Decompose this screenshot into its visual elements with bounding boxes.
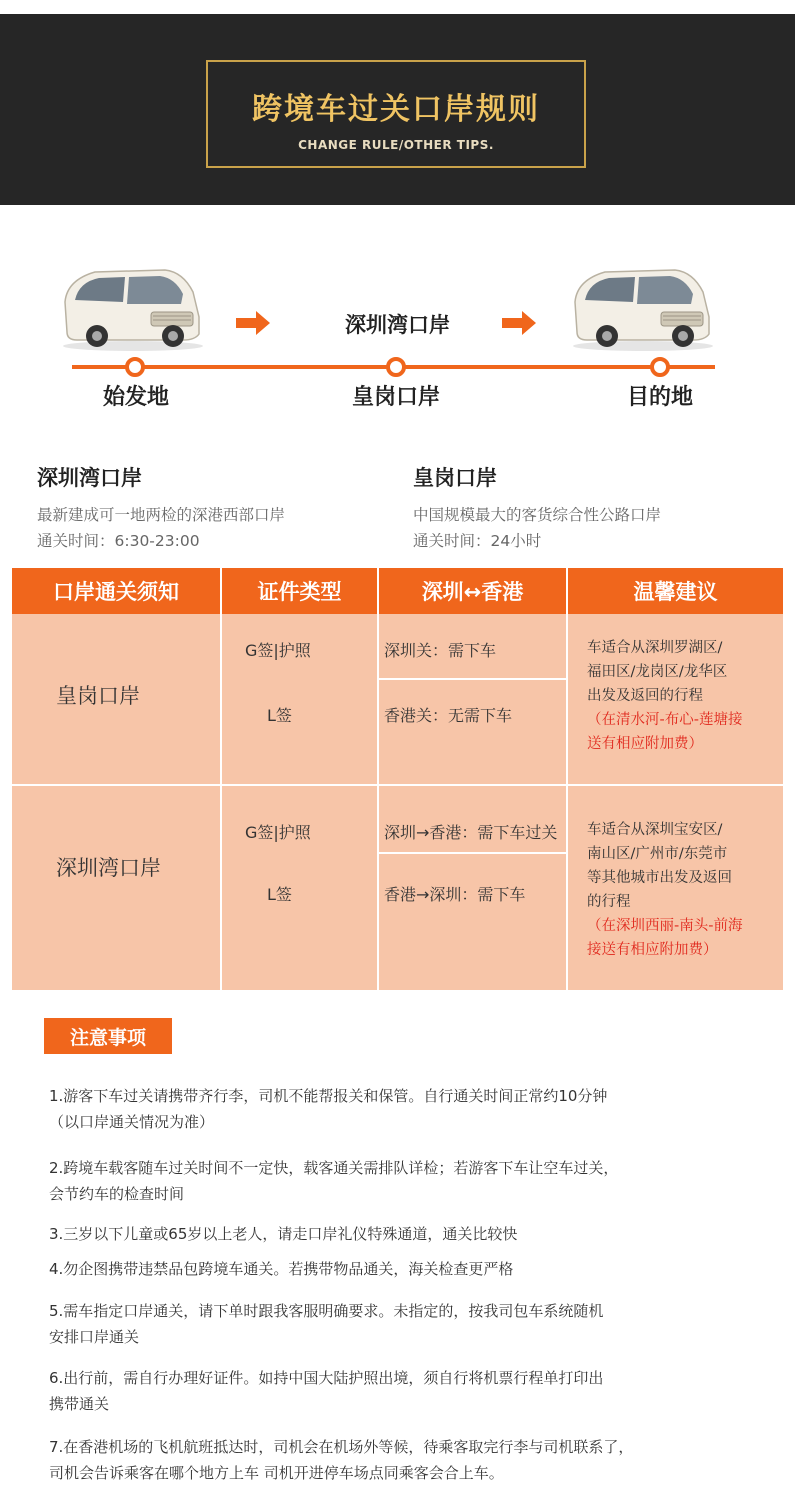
table-row-port: 深圳湾口岸 [56,856,161,880]
rules-table [12,568,783,990]
table-tip: 车适合从深圳罗湖区/ 福田区/龙岗区/龙华区 出发及返回的行程 （在清水河-布心-莲塘接 送有相应附加费） [587,636,742,756]
port-hours: 通关时间：6:30-23:00 [37,532,200,550]
header-banner [0,0,795,205]
route-stop-marker [386,357,406,377]
page-title: 跨境车过关口岸规则 [252,92,540,127]
table-header-docs: 证件类型 [222,568,377,614]
route-stop-origin: 始发地 [102,385,169,410]
route-stop-marker [650,357,670,377]
notes-title: 注意事项 [44,1018,172,1054]
table-cell-divider [379,678,566,680]
arrow-right-icon [502,311,536,335]
port-name: 深圳湾口岸 [37,466,142,490]
note-item: 1.游客下车过关请携带齐行李，司机不能帮报关和保管。自行通关时间正常约10分钟 （以口岸通关情况为准） [49,1087,608,1131]
port-info-shenzhen-bay [37,462,285,554]
table-doc-type: G签|护照 [245,823,311,842]
table-tip-note: （在清水河-布心-莲塘接 [587,712,743,728]
table-tip-note: （在深圳西丽-南头-前海 [587,918,743,934]
route-stop-destination: 目的地 [626,385,693,410]
table-header-port: 口岸通关须知 [12,568,220,614]
note-item: 6.出行前，需自行办理好证件。如持中国大陆护照出境，须自行将机票行程单打印出 携带通关 [49,1369,604,1413]
table-divider [566,568,568,990]
port-hours: 通关时间：24小时 [413,532,542,550]
table-tip: 车适合从深圳宝安区/ 南山区/广州市/东莞市 等其他城市出发及返回 的行程 （在深圳西丽-南头-前海 接送有相应附加费） [587,818,742,962]
table-cell-divider [379,852,566,854]
port-name: 皇岗口岸 [413,466,497,490]
note-item: 4.勿企图携带违禁品包跨境车通关。若携带物品通关，海关检查更严格 [49,1260,514,1278]
table-tip-note: 接送有相应附加费） [587,942,718,958]
table-crossing: 深圳关：需下车 [384,641,497,660]
title-frame [206,60,586,168]
note-item: 2.跨境车载客随车过关时间不一定快，载客通关需排队详检；若游客下车让空车过关， 会节约车的检查时间 [49,1159,619,1203]
page-subtitle: CHANGE RULE/OTHER TIPS. [298,138,494,152]
table-header-direction: 深圳↔香港 [379,568,566,614]
table-doc-type: L签 [267,885,292,904]
route-stop-marker [125,357,145,377]
port-description: 中国规模最大的客货综合性公路口岸 [413,506,662,524]
table-divider [377,568,379,990]
route-stop-checkpoint: 皇岗口岸 [351,385,440,410]
table-crossing: 香港→深圳：需下车 [384,885,526,904]
table-crossing: 香港关：无需下车 [384,706,513,725]
header-top-edge [0,0,795,14]
port-info-huanggang [413,462,661,554]
table-tip-note: 送有相应附加费） [587,736,703,752]
note-item: 7.在香港机场的飞机航班抵达时，司机会在机场外等候，待乘客取完行李与司机联系了， 司机会告诉乘客在哪个地方上车 司机开进停车场点同乘客会合上车。 [49,1438,634,1482]
table-header-tips: 温馨建议 [568,568,783,614]
table-doc-type: G签|护照 [245,641,311,660]
arrow-right-icon [236,311,270,335]
note-item: 5.需车指定口岸通关，请下单时跟我客服明确要求。未指定的，按我司包车系统随机 安排口岸通关 [49,1302,604,1346]
table-row-divider [12,784,783,786]
note-item: 3.三岁以下儿童或65岁以上老人，请走口岸礼仪特殊通道，通关比较快 [49,1225,518,1243]
van-icon [565,262,715,352]
port-description: 最新建成可一地两检的深港西部口岸 [37,506,286,524]
route-middle-label: 深圳湾口岸 [345,313,450,337]
table-divider [220,568,222,990]
table-crossing: 深圳→香港：需下车过关 [384,823,558,842]
table-row-port: 皇岗口岸 [56,684,140,708]
van-icon [55,262,205,352]
table-doc-type: L签 [267,706,292,725]
